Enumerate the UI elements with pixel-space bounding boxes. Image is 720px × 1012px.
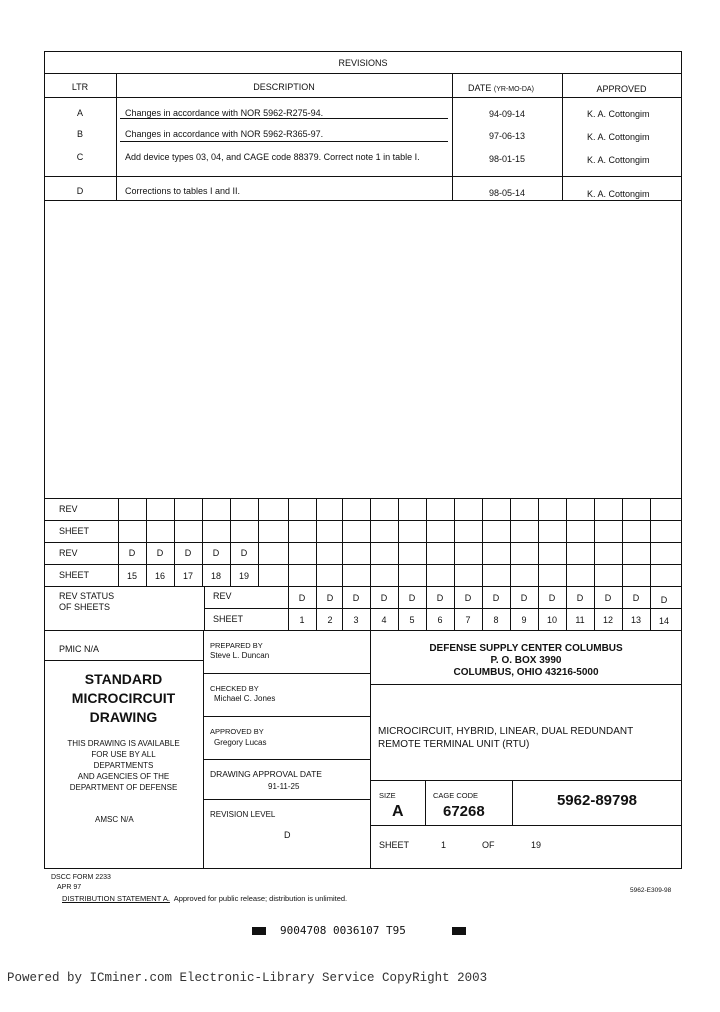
- row2-sheet-5: 19: [238, 571, 249, 581]
- distribution-statement: DISTRIBUTION STATEMENT A. Approved for public release; distribution is unlimited.: [62, 894, 348, 903]
- main-rev-7: D: [464, 593, 472, 603]
- rev-b-date: 97-06-13: [488, 131, 526, 141]
- availability-statement: THIS DRAWING IS AVAILABLE FOR USE BY ALL DEPARTMENTS AND AGENCIES OF THE DEPARTMENT OF DEFENSE: [67, 739, 180, 792]
- main-sheet-11: 11: [575, 615, 585, 625]
- rev-a-description: Changes in accordance with NOR 5962-R275-94.: [125, 108, 324, 118]
- frame-top: [44, 51, 682, 52]
- revision-level-label: REVISION LEVEL: [210, 810, 276, 819]
- main-sheet-14: 14: [658, 616, 669, 626]
- main-sheet-7: 7: [465, 615, 471, 625]
- rev-c-date: 98-01-15: [488, 154, 526, 164]
- rev-a-ltr: A: [76, 108, 83, 118]
- size-label: SIZE: [379, 791, 396, 800]
- grid-line: [622, 498, 623, 586]
- revision-level: D: [284, 830, 291, 840]
- rev-a-approved: K. A. Cottongim: [587, 109, 650, 119]
- main-rev-10: D: [548, 593, 556, 603]
- form-number: DSCC FORM 2233: [51, 874, 111, 881]
- sheet-label-main: SHEET: [213, 614, 244, 624]
- row2-sheet-2: 16: [154, 571, 165, 581]
- sheet-number: 1: [441, 840, 447, 850]
- main-rev-6: D: [436, 593, 444, 603]
- rev-label-main: REV: [213, 591, 232, 601]
- main-sheet-4: 4: [381, 615, 387, 625]
- pmic-label: PMIC N/A: [59, 644, 100, 654]
- revisions-title: REVISIONS: [338, 58, 388, 68]
- row2-rev-1: D: [128, 548, 136, 558]
- header-description: DESCRIPTION: [253, 82, 315, 92]
- approved-by: Gregory Lucas: [214, 738, 267, 747]
- header-ltr: LTR: [71, 82, 89, 92]
- grid-line: [258, 498, 259, 586]
- rev-a-date: 94-09-14: [488, 109, 526, 119]
- powered-by-footer: Powered by ICminer.com Electronic-Library Service CopyRight 2003: [7, 971, 488, 985]
- row2-sheet-3: 17: [182, 571, 193, 581]
- row2-rev-3: D: [184, 548, 192, 558]
- frame-bottom: [44, 868, 682, 869]
- rev-d-description: Corrections to tables I and II.: [125, 186, 241, 196]
- standard-title: STANDARD MICROCIRCUIT DRAWING: [71, 671, 176, 725]
- grid-line: [426, 498, 427, 586]
- checked-by: Michael C. Jones: [214, 694, 276, 703]
- grid-line: [342, 498, 343, 586]
- rev-b-description: Changes in accordance with NOR 5962-R365-97.: [125, 129, 324, 139]
- barcode-mark-right: [452, 927, 466, 935]
- main-rev-9: D: [520, 593, 528, 603]
- agency-address: DEFENSE SUPPLY CENTER COLUMBUS P. O. BOX 3990 COLUMBUS, OHIO 43216-5000: [429, 643, 623, 678]
- of-label: OF: [482, 840, 495, 850]
- row2-rev-2: D: [156, 548, 164, 558]
- header-date: DATE (YR-MO-DA): [468, 83, 534, 93]
- grid-line: [594, 498, 595, 586]
- rev-d-ltr: D: [76, 186, 84, 196]
- grid-line: [538, 498, 539, 586]
- main-sheet-13: 13: [630, 615, 641, 625]
- row2-sheet-4: 18: [210, 571, 221, 581]
- prepared-by: Steve L. Duncan: [210, 651, 270, 660]
- cage-label: CAGE CODE: [433, 791, 479, 800]
- rev-c-approved: K. A. Cottongim: [587, 155, 650, 165]
- main-rev-3: D: [352, 593, 360, 603]
- grid-line: [454, 498, 455, 586]
- main-rev-5: D: [408, 593, 416, 603]
- amsc-label: AMSC N/A: [95, 815, 134, 824]
- prepared-label: PREPARED BY: [210, 641, 263, 650]
- main-sheet-5: 5: [409, 615, 415, 625]
- grid-line: [482, 498, 483, 586]
- approval-date-label: DRAWING APPROVAL DATE: [210, 769, 322, 779]
- barcode-text: 9004708 0036107 T95: [280, 924, 406, 937]
- rev-b-approved: K. A. Cottongim: [587, 132, 650, 142]
- rev-c-description: Add device types 03, 04, and CAGE code 88379. Correct note 1 in table I.: [125, 152, 420, 162]
- sheet-label-1: SHEET: [59, 526, 90, 536]
- main-sheet-6: 6: [437, 615, 443, 625]
- main-rev-12: D: [604, 593, 612, 603]
- grid-line: [566, 498, 567, 586]
- rev-d-date: 98-05-14: [488, 188, 526, 198]
- rev-label-1: REV: [59, 504, 78, 514]
- main-rev-14: D: [660, 595, 668, 605]
- rev-label-2: REV: [59, 548, 78, 558]
- main-sheet-9: 9: [521, 615, 527, 625]
- sheet-label-2: SHEET: [59, 570, 90, 580]
- main-sheet-12: 12: [602, 615, 613, 625]
- size-value: A: [392, 803, 404, 820]
- grid-line: [650, 498, 651, 586]
- grid-line: [316, 498, 317, 586]
- main-sheet-3: 3: [353, 615, 359, 625]
- item-title: MICROCIRCUIT, HYBRID, LINEAR, DUAL REDUNDANT REMOTE TERMINAL UNIT (RTU): [378, 726, 634, 750]
- main-rev-2: D: [326, 593, 334, 603]
- main-rev-8: D: [492, 593, 500, 603]
- cage-value: 67268: [443, 803, 485, 820]
- main-rev-13: D: [632, 593, 640, 603]
- frame-right: [681, 51, 682, 869]
- rev-d-approved: K. A. Cottongim: [587, 189, 650, 199]
- sheet-total: 19: [531, 840, 542, 850]
- row2-rev-5: D: [240, 548, 248, 558]
- grid-line: [510, 498, 511, 586]
- rev-c-ltr: C: [76, 152, 84, 162]
- rev-status-label: REV STATUS OF SHEETS: [59, 591, 115, 612]
- drawing-number: 5962-89798: [556, 792, 638, 809]
- rev-b-ltr: B: [76, 129, 83, 139]
- document-code: 5962-E309-98: [630, 887, 672, 894]
- main-sheet-1: 1: [299, 615, 305, 625]
- main-rev-11: D: [576, 593, 584, 603]
- grid-line: [398, 498, 399, 586]
- form-date: APR 97: [57, 884, 82, 891]
- main-rev-1: D: [298, 593, 306, 603]
- row2-rev-4: D: [212, 548, 220, 558]
- main-sheet-8: 8: [493, 615, 499, 625]
- approved-label: APPROVED BY: [210, 727, 264, 736]
- main-rev-4: D: [380, 593, 388, 603]
- row2-sheet-1: 15: [126, 571, 137, 581]
- grid-line: [288, 498, 289, 586]
- approval-date: 91-11-25: [268, 782, 300, 791]
- header-approved: APPROVED: [596, 84, 647, 94]
- sheet-label-title: SHEET: [379, 840, 410, 850]
- barcode-mark-left: [252, 927, 266, 935]
- checked-label: CHECKED BY: [210, 684, 259, 693]
- grid-line: [370, 498, 371, 586]
- main-sheet-2: 2: [327, 615, 333, 625]
- grid-line: [204, 586, 205, 630]
- main-sheet-10: 10: [546, 615, 557, 625]
